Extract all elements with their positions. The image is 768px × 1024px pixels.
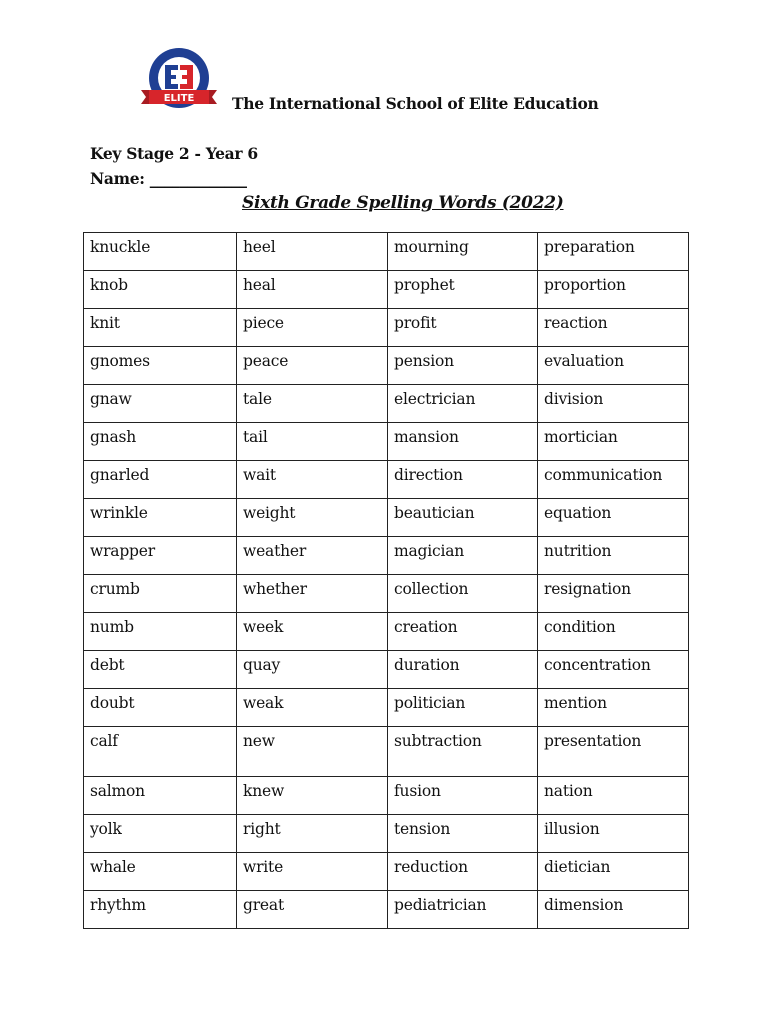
spelling-word-cell: quay <box>237 651 388 689</box>
spelling-word-cell: heel <box>237 233 388 271</box>
table-row <box>84 271 689 309</box>
key-stage-label: Key Stage 2 - Year 6 <box>90 144 258 163</box>
spelling-word-cell: whether <box>237 575 388 613</box>
spelling-word-cell: whale <box>84 853 237 891</box>
spelling-word-cell: prophet <box>388 271 538 309</box>
table-row <box>84 423 689 461</box>
spelling-word-cell: tension <box>388 815 538 853</box>
spelling-words-table <box>83 232 689 929</box>
spelling-word-cell: wrinkle <box>84 499 237 537</box>
spelling-word-cell: wait <box>237 461 388 499</box>
spelling-word-cell: yolk <box>84 815 237 853</box>
spelling-word-cell: numb <box>84 613 237 651</box>
table-row <box>84 777 689 815</box>
spelling-word-cell: knob <box>84 271 237 309</box>
table-row <box>84 727 689 777</box>
spelling-word-cell: condition <box>538 613 689 651</box>
spelling-word-cell: subtraction <box>388 727 538 777</box>
school-logo <box>137 46 221 116</box>
spelling-word-cell: heal <box>237 271 388 309</box>
spelling-word-cell: rhythm <box>84 891 237 929</box>
page-title: Sixth Grade Spelling Words (2022) <box>242 193 564 213</box>
table-row <box>84 575 689 613</box>
table-row <box>84 347 689 385</box>
spelling-word-cell: direction <box>388 461 538 499</box>
spelling-word-cell: piece <box>237 309 388 347</box>
spelling-word-cell: mansion <box>388 423 538 461</box>
spelling-word-cell: gnarled <box>84 461 237 499</box>
spelling-word-cell: equation <box>538 499 689 537</box>
spelling-word-cell: mortician <box>538 423 689 461</box>
spelling-word-cell: gnash <box>84 423 237 461</box>
spelling-word-cell: great <box>237 891 388 929</box>
table-row <box>84 853 689 891</box>
spelling-word-cell: reduction <box>388 853 538 891</box>
spelling-word-cell: knew <box>237 777 388 815</box>
table-row <box>84 815 689 853</box>
spelling-word-cell: division <box>538 385 689 423</box>
spelling-word-cell: gnaw <box>84 385 237 423</box>
spelling-word-cell: gnomes <box>84 347 237 385</box>
spelling-word-cell: mention <box>538 689 689 727</box>
table-row <box>84 385 689 423</box>
spelling-word-cell: proportion <box>538 271 689 309</box>
spelling-word-cell: peace <box>237 347 388 385</box>
spelling-word-cell: preparation <box>538 233 689 271</box>
spelling-word-cell: reaction <box>538 309 689 347</box>
spelling-word-cell: nation <box>538 777 689 815</box>
spelling-word-cell: politician <box>388 689 538 727</box>
table-row <box>84 461 689 499</box>
table-row <box>84 689 689 727</box>
table-row <box>84 537 689 575</box>
spelling-word-cell: concentration <box>538 651 689 689</box>
spelling-word-cell: electrician <box>388 385 538 423</box>
school-name: The International School of Elite Education <box>232 94 599 113</box>
spelling-word-cell: debt <box>84 651 237 689</box>
spelling-word-cell: weak <box>237 689 388 727</box>
school-logo-icon <box>137 46 221 116</box>
spelling-word-cell: duration <box>388 651 538 689</box>
spelling-word-cell: nutrition <box>538 537 689 575</box>
spelling-word-cell: wrapper <box>84 537 237 575</box>
table-row <box>84 651 689 689</box>
spelling-word-cell: tail <box>237 423 388 461</box>
spelling-word-cell: communication <box>538 461 689 499</box>
svg-text:ELITE: ELITE <box>163 93 195 104</box>
spelling-word-cell: salmon <box>84 777 237 815</box>
spelling-word-cell: pension <box>388 347 538 385</box>
spelling-word-cell: beautician <box>388 499 538 537</box>
spelling-word-cell: illusion <box>538 815 689 853</box>
spelling-word-cell: resignation <box>538 575 689 613</box>
spelling-word-cell: collection <box>388 575 538 613</box>
spelling-word-cell: presentation <box>538 727 689 777</box>
spelling-word-cell: creation <box>388 613 538 651</box>
spelling-word-cell: doubt <box>84 689 237 727</box>
spelling-word-cell: write <box>237 853 388 891</box>
table-row <box>84 891 689 929</box>
spelling-word-cell: new <box>237 727 388 777</box>
table-row <box>84 233 689 271</box>
spelling-word-cell: calf <box>84 727 237 777</box>
table-row <box>84 613 689 651</box>
spelling-word-cell: profit <box>388 309 538 347</box>
spelling-word-cell: mourning <box>388 233 538 271</box>
spelling-word-cell: dimension <box>538 891 689 929</box>
student-name-field[interactable]: Name: _____________ <box>90 169 247 188</box>
spelling-word-cell: dietician <box>538 853 689 891</box>
spelling-word-cell: right <box>237 815 388 853</box>
spelling-word-cell: tale <box>237 385 388 423</box>
spelling-word-cell: crumb <box>84 575 237 613</box>
spelling-word-cell: knit <box>84 309 237 347</box>
spelling-word-cell: weather <box>237 537 388 575</box>
spelling-word-cell: evaluation <box>538 347 689 385</box>
table-row <box>84 309 689 347</box>
spelling-word-cell: pediatrician <box>388 891 538 929</box>
spelling-word-cell: knuckle <box>84 233 237 271</box>
spelling-word-cell: weight <box>237 499 388 537</box>
spelling-word-cell: fusion <box>388 777 538 815</box>
spelling-word-cell: week <box>237 613 388 651</box>
table-row <box>84 499 689 537</box>
spelling-word-cell: magician <box>388 537 538 575</box>
